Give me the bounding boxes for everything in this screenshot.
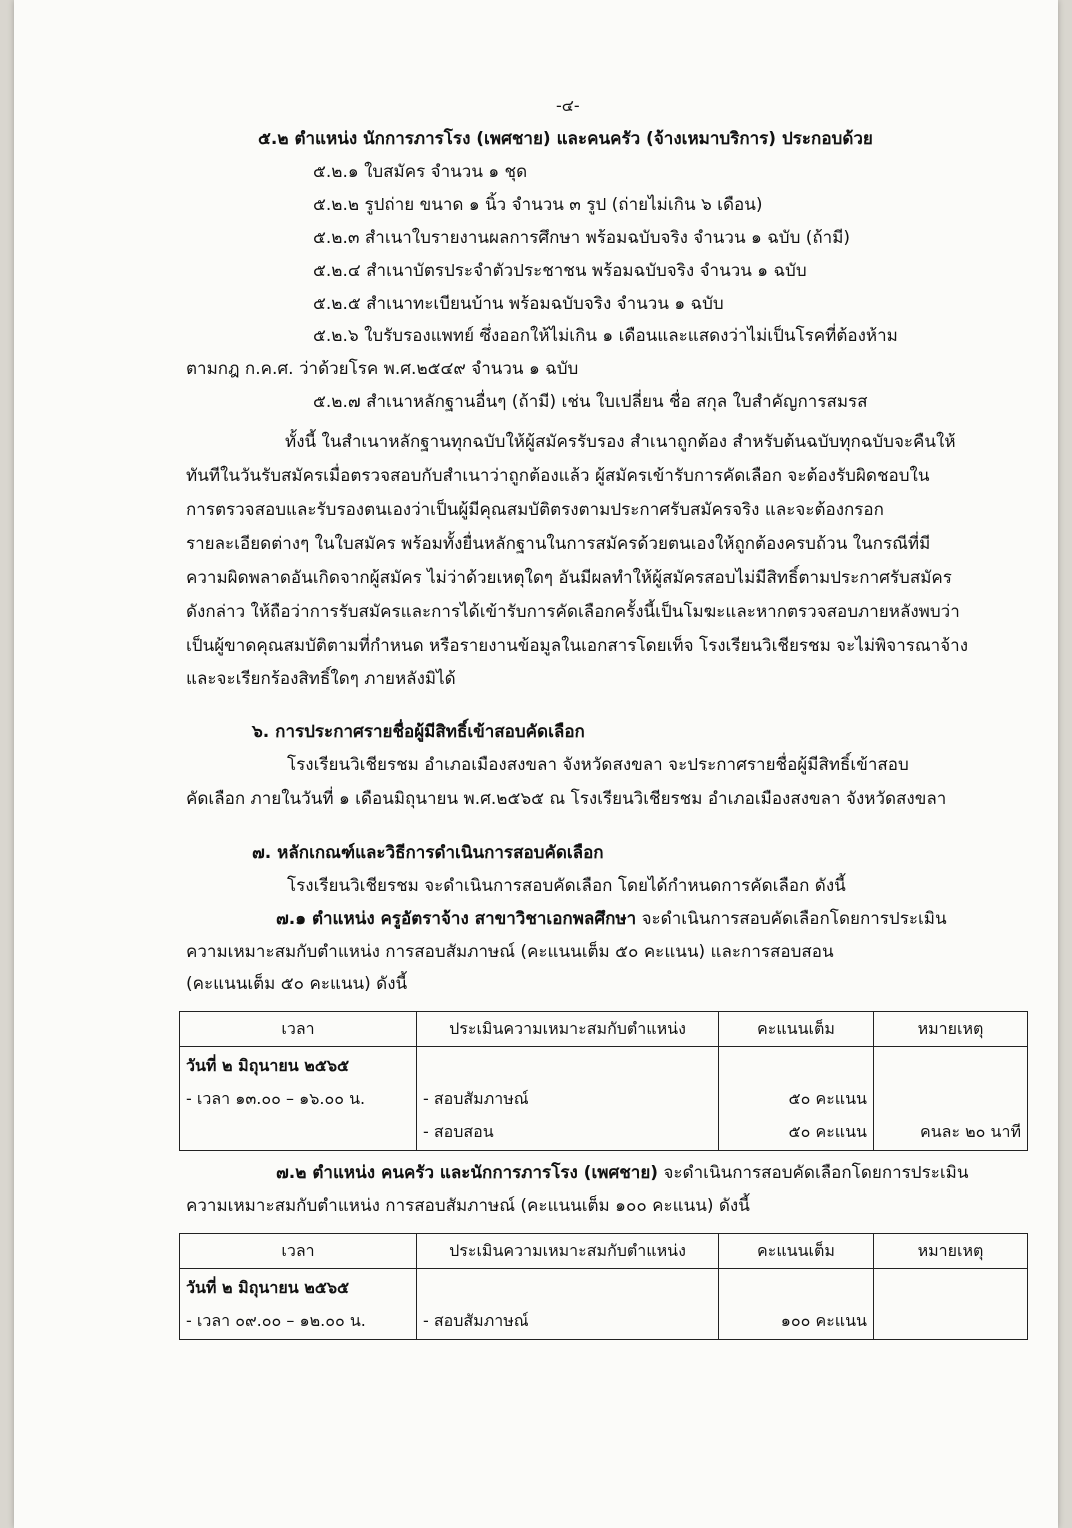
header-full-score: คะแนนเต็ม bbox=[719, 1012, 874, 1047]
assessment-interview: - สอบสัมภาษณ์ bbox=[423, 1311, 529, 1330]
section-7-2-rest: จะดำเนินการสอบคัดเลือกโดยการประเมิน bbox=[658, 1163, 969, 1183]
header-time: เวลา bbox=[180, 1234, 417, 1269]
paragraph-line: ดังกล่าว ให้ถือว่าการรับสมัครและการได้เข้ารับการคัดเลือกครั้งนี้เป็นโมฆะและหากตรวจสอบภายหลังพบว่า bbox=[186, 602, 960, 622]
table-row bbox=[180, 1269, 1028, 1340]
item-5-2-6-cont: ตามกฎ ก.ค.ศ. ว่าด้วยโรค พ.ศ.๒๕๔๙ จำนวน ๑ ฉบับ bbox=[186, 359, 579, 379]
schedule-table-7-1 bbox=[179, 1011, 1028, 1151]
section-7-1-rest: จะดำเนินการสอบคัดเลือกโดยการประเมิน bbox=[636, 909, 947, 929]
section-7-2-cont: ความเหมาะสมกับตำแหน่ง การสอบสัมภาษณ์ (คะแนนเต็ม ๑๐๐ คะแนน) ดังนี้ bbox=[186, 1196, 750, 1216]
item-5-2-5: ๕.๒.๕ สำเนาทะเบียนบ้าน พร้อมฉบับจริง จำนวน ๑ ฉบับ bbox=[313, 294, 724, 314]
paragraph-line: ทั้งนี้ ในสำเนาหลักฐานทุกฉบับให้ผู้สมัครรับรอง สำเนาถูกต้อง สำหรับต้นฉบับทุกฉบับจะคืนให้ bbox=[285, 432, 956, 452]
item-5-2-4: ๕.๒.๔ สำเนาบัตรประจำตัวประชาชน พร้อมฉบับจริง จำนวน ๑ ฉบับ bbox=[313, 261, 807, 281]
section-7-1-title: ๗.๑ ตำแหน่ง ครูอัตราจ้าง สาขาวิชาเอกพลศึกษา bbox=[276, 909, 637, 929]
exam-date: วันที่ ๒ มิถุนายน ๒๕๖๕ bbox=[186, 1056, 350, 1075]
item-5-2-7: ๕.๒.๗ สำเนาหลักฐานอื่นๆ (ถ้ามี) เช่น ใบเปลี่ยน ชื่อ สกุล ใบสำคัญการสมรส bbox=[313, 392, 868, 412]
header-note: หมายเหตุ bbox=[874, 1012, 1028, 1047]
paragraph-line: การตรวจสอบและรับรองตนเองว่าเป็นผู้มีคุณสมบัติตรงตามประกาศรับสมัครจริง และจะต้องกรอก bbox=[186, 500, 884, 520]
header-note: หมายเหตุ bbox=[874, 1234, 1028, 1269]
header-assessment: ประเมินความเหมาะสมกับตำแหน่ง bbox=[417, 1012, 719, 1047]
note-per-person: คนละ ๒๐ นาที bbox=[920, 1122, 1021, 1141]
section-6-line: คัดเลือก ภายในวันที่ ๑ เดือนมิถุนายน พ.ศ.๒๕๖๕ ณ โรงเรียนวิเชียรชม อำเภอเมืองสงขลา จังหวัดสงขลา bbox=[186, 789, 947, 809]
paragraph-line: และจะเรียกร้องสิทธิ์ใดๆ ภายหลังมิได้ bbox=[186, 669, 456, 689]
exam-date: วันที่ ๒ มิถุนายน ๒๕๖๕ bbox=[186, 1278, 350, 1297]
item-5-2-3: ๕.๒.๓ สำเนาใบรายงานผลการศึกษา พร้อมฉบับจริง จำนวน ๑ ฉบับ (ถ้ามี) bbox=[313, 228, 851, 248]
exam-time: - เวลา ๐๙.๐๐ – ๑๒.๐๐ น. bbox=[186, 1311, 366, 1330]
section-7-1-line bbox=[276, 907, 947, 931]
paragraph-line: เป็นผู้ขาดคุณสมบัติตามที่กำหนด หรือรายงานข้อมูลในเอกสารโดยเท็จ โรงเรียนวิเชียรชม จะไม่พิจารณาจ้าง bbox=[186, 636, 968, 656]
paragraph-line: ทันทีในวันรับสมัครเมื่อตรวจสอบกับสำเนาว่าถูกต้องแล้ว ผู้สมัครเข้ารับการคัดเลือก จะต้องรับผิดชอบใน bbox=[186, 466, 930, 486]
section-6-line: โรงเรียนวิเชียรชม อำเภอเมืองสงขลา จังหวัดสงขลา จะประกาศรายชื่อผู้มีสิทธิ์เข้าสอบ bbox=[287, 755, 909, 775]
paragraph-line: ความผิดพลาดอันเกิดจากผู้สมัคร ไม่ว่าด้วยเหตุใดๆ อันมีผลทำให้ผู้สมัครสอบไม่มีสิทธิ์ตามประกาศรับสมัคร bbox=[186, 568, 952, 588]
assessment-interview: - สอบสัมภาษณ์ bbox=[423, 1089, 529, 1108]
header-full-score: คะแนนเต็ม bbox=[719, 1234, 874, 1269]
schedule-table-7-2 bbox=[179, 1233, 1028, 1340]
page-number: -๔- bbox=[556, 96, 580, 115]
score-interview: ๕๐ คะแนน bbox=[788, 1089, 867, 1108]
section-7-1-cont: (คะแนนเต็ม ๕๐ คะแนน) ดังนี้ bbox=[186, 974, 408, 994]
score-interview: ๑๐๐ คะแนน bbox=[780, 1311, 867, 1330]
section-5-2-heading: ๕.๒ ตำแหน่ง นักการภารโรง (เพศชาย) และคนครัว (จ้างเหมาบริการ) ประกอบด้วย bbox=[258, 129, 873, 149]
section-7-2-title: ๗.๒ ตำแหน่ง คนครัว และนักการภารโรง (เพศชาย) bbox=[276, 1163, 659, 1183]
table-row bbox=[180, 1047, 1028, 1151]
header-assessment: ประเมินความเหมาะสมกับตำแหน่ง bbox=[417, 1234, 719, 1269]
assessment-teaching: - สอบสอน bbox=[423, 1122, 494, 1141]
section-7-heading: ๗. หลักเกณฑ์และวิธีการดำเนินการสอบคัดเลือก bbox=[252, 843, 604, 863]
score-teaching: ๕๐ คะแนน bbox=[788, 1122, 867, 1141]
item-5-2-6: ๕.๒.๖ ใบรับรองแพทย์ ซึ่งออกให้ไม่เกิน ๑ เดือนและแสดงว่าไม่เป็นโรคที่ต้องห้าม bbox=[313, 326, 898, 346]
section-7-2-line bbox=[276, 1161, 968, 1185]
item-5-2-1: ๕.๒.๑ ใบสมัคร จำนวน ๑ ชุด bbox=[313, 162, 528, 182]
paragraph-line: รายละเอียดต่างๆ ในใบสมัคร พร้อมทั้งยื่นหลักฐานในการสมัครด้วยตนเองให้ถูกต้องครบถ้วน ในกรณีที่มี bbox=[186, 534, 931, 554]
section-6-heading: ๖. การประกาศรายชื่อผู้มีสิทธิ์เข้าสอบคัดเลือก bbox=[252, 722, 585, 742]
section-7-intro: โรงเรียนวิเชียรชม จะดำเนินการสอบคัดเลือก โดยได้กำหนดการคัดเลือก ดังนี้ bbox=[287, 876, 846, 896]
section-7-1-cont: ความเหมาะสมกับตำแหน่ง การสอบสัมภาษณ์ (คะแนนเต็ม ๕๐ คะแนน) และการสอบสอน bbox=[186, 942, 834, 962]
exam-time: - เวลา ๑๓.๐๐ – ๑๖.๐๐ น. bbox=[186, 1089, 366, 1108]
header-time: เวลา bbox=[180, 1012, 417, 1047]
item-5-2-2: ๕.๒.๒ รูปถ่าย ขนาด ๑ นิ้ว จำนวน ๓ รูป (ถ่ายไม่เกิน ๖ เดือน) bbox=[313, 195, 763, 215]
